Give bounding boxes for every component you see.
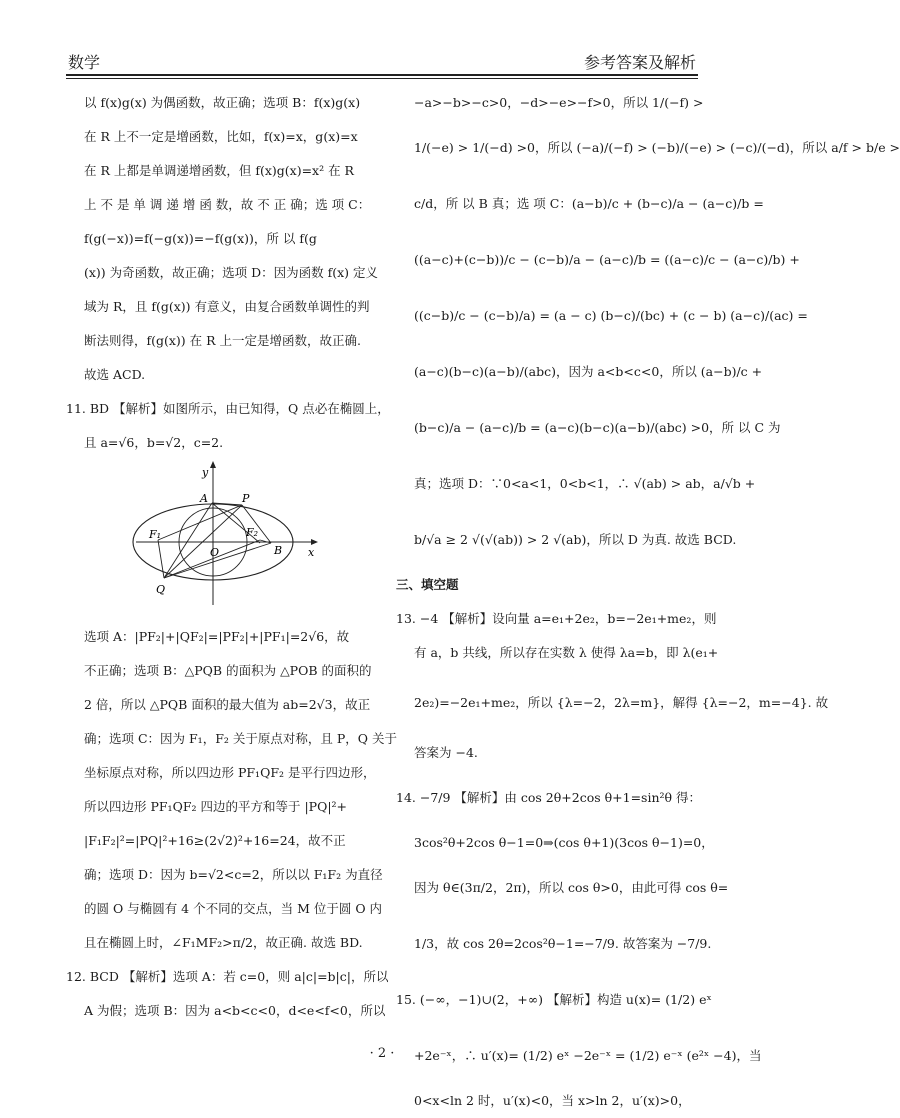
text-line: 确；选项 D：因为 b=√2<c=2，所以以 F₁F₂ 为直径 bbox=[84, 867, 383, 882]
text-line: (x)) 为奇函数，故正确；选项 D：因为函数 f(x) 定义 bbox=[84, 265, 379, 280]
ellipse-figure bbox=[66, 460, 368, 620]
text-line: ((a−c)+(c−b))/c − (c−b)/a − (a−c)/b = ((a−c)/c − (a−c)/b) + bbox=[414, 252, 800, 267]
point-label-q: Q bbox=[156, 583, 166, 596]
text-line: f(g(−x))=f(−g(x))=−f(g(x))，所 以 f(g bbox=[84, 231, 317, 246]
text-line: b/√a ≥ 2 √(√(ab)) > 2 √(ab)，所以 D 为真. 故选 BCD. bbox=[414, 532, 737, 547]
point-label-a: A bbox=[200, 492, 208, 505]
text-line: 且在椭圆上时，∠F₁MF₂>π/2，故正确. 故选 BD. bbox=[84, 935, 363, 950]
left-column bbox=[66, 86, 397, 1028]
text-line: A 为假；选项 B：因为 a<b<c<0，d<e<f<0，所以 bbox=[84, 1003, 386, 1018]
point-label-f2: F₂ bbox=[246, 526, 259, 539]
text-line: 断法则得，f(g(x)) 在 R 上一定是增函数，故正确. bbox=[84, 333, 361, 348]
text-line: −a>−b>−c>0，−d>−e>−f>0，所以 1/(−f) > bbox=[414, 95, 704, 110]
text-line: 在 R 上不一定是增函数，比如，f(x)=x，g(x)=x bbox=[84, 129, 358, 144]
axis-label-y: y bbox=[202, 466, 209, 479]
text-line: 的圆 O 与椭圆有 4 个不同的交点，当 M 位于圆 O 内 bbox=[84, 901, 383, 916]
text-line: 2e₂)=−2e₁+me₂，所以 {λ=−2，2λ=m}，解得 {λ=−2，m=−4}. 故 bbox=[414, 695, 829, 710]
text-line: 域为 R，且 f(g(x)) 有意义，由复合函数单调性的判 bbox=[84, 299, 370, 314]
text-line: 真；选项 D：∵0<a<1，0<b<1，∴ √(ab) > ab，a/√b + bbox=[414, 476, 756, 491]
text-line: 15. (−∞，−1)∪(2，+∞) 【解析】构造 u(x)= (1/2) eˣ bbox=[396, 992, 712, 1007]
axis-label-x: x bbox=[308, 546, 315, 559]
text-line: 12. BCD 【解析】选项 A：若 c=0，则 a|c|=b|c|，所以 bbox=[66, 969, 389, 984]
text-line: 0<x<ln 2 时，u′(x)<0，当 x>ln 2，u′(x)>0， bbox=[414, 1093, 691, 1108]
ellipse-diagram bbox=[126, 460, 326, 610]
text-line: 确；选项 C：因为 F₁，F₂ 关于原点对称，且 P，Q 关于 bbox=[84, 731, 397, 746]
text-line: 上 不 是 单 调 递 增 函 数，故 不 正 确；选 项 C： bbox=[84, 197, 371, 212]
text-line: 不正确；选项 B：△PQB 的面积为 △POB 的面积的 bbox=[84, 663, 372, 678]
text-line: 14. −7/9 【解析】由 cos 2θ+2cos θ+1=sin²θ 得： bbox=[396, 790, 702, 805]
text-line: 选项 A：|PF₂|+|QF₂|=|PF₂|+|PF₁|=2√6，故 bbox=[84, 629, 350, 644]
text-line: 坐标原点对称，所以四边形 PF₁QF₂ 是平行四边形， bbox=[84, 765, 376, 780]
header-subject: 数学 bbox=[68, 53, 101, 72]
text-line: 11. BD 【解析】如图所示，由已知得，Q 点必在椭圆上， bbox=[66, 401, 390, 416]
text-line: 因为 θ∈(3π/2，2π)，所以 cos θ>0，由此可得 cos θ= bbox=[414, 880, 729, 895]
text-line: 1/(−e) > 1/(−d) >0，所以 (−a)/(−f) > (−b)/(−e) > (−c)/(−d)，所以 a/f > b/e > bbox=[414, 140, 900, 155]
header-section: 参考答案及解析 bbox=[583, 53, 696, 72]
point-label-b: B bbox=[274, 544, 283, 557]
text-line: ((c−b)/c − (c−b)/a) = (a − c) (b−c)/(bc) + (c − b) (a−c)/(ac) = bbox=[414, 308, 808, 323]
section-title: 三、填空题 bbox=[396, 577, 459, 592]
text-line: 2 倍，所以 △PQB 面积的最大值为 ab=2√3，故正 bbox=[84, 697, 371, 712]
text-line: 以 f(x)g(x) 为偶函数，故正确；选项 B：f(x)g(x) bbox=[84, 95, 361, 110]
text-line: c/d，所 以 B 真；选 项 C：(a−b)/c + (b−c)/a − (a−c)/b = bbox=[414, 196, 764, 211]
header-rule-thin bbox=[66, 78, 698, 79]
text-line: 有 a，b 共线，所以存在实数 λ 使得 λa=b，即 λ(e₁+ bbox=[414, 645, 719, 660]
text-line: 所以四边形 PF₁QF₂ 四边的平方和等于 |PQ|²+ bbox=[84, 799, 348, 814]
text-line: +2e⁻ˣ，∴ u′(x)= (1/2) eˣ −2e⁻ˣ = (1/2) e⁻ˣ (e²ˣ −4)，当 bbox=[414, 1048, 762, 1063]
text-line: 3cos²θ+2cos θ−1=0⇒(cos θ+1)(3cos θ−1)=0， bbox=[414, 835, 714, 850]
text-line: |F₁F₂|²=|PQ|²+16≥(2√2)²+16=24，故不正 bbox=[84, 833, 346, 848]
header-rule-thick bbox=[66, 74, 698, 76]
text-line: (b−c)/a − (a−c)/b = (a−c)(b−c)(a−b)/(abc) >0，所 以 C 为 bbox=[414, 420, 781, 435]
text-line: 13. −4 【解析】设向量 a=e₁+2e₂，b=−2e₁+me₂，则 bbox=[396, 611, 717, 626]
text-line: (a−c)(b−c)(a−b)/(abc)，因为 a<b<c<0，所以 (a−b)/c + bbox=[414, 364, 763, 379]
page-number: · 2 · bbox=[369, 1046, 395, 1061]
point-label-o: O bbox=[210, 546, 220, 559]
text-line: 1/3，故 cos 2θ=2cos²θ−1=−7/9. 故答案为 −7/9. bbox=[414, 936, 712, 951]
text-line: 答案为 −4. bbox=[414, 745, 478, 760]
right-column bbox=[396, 86, 900, 1118]
point-label-f1: F₁ bbox=[149, 528, 162, 541]
point-label-p: P bbox=[242, 492, 250, 505]
text-line: 故选 ACD. bbox=[84, 367, 146, 382]
text-line: 且 a=√6，b=√2，c=2. bbox=[84, 435, 224, 450]
text-line: 在 R 上都是单调递增函数，但 f(x)g(x)=x² 在 R bbox=[84, 163, 354, 178]
